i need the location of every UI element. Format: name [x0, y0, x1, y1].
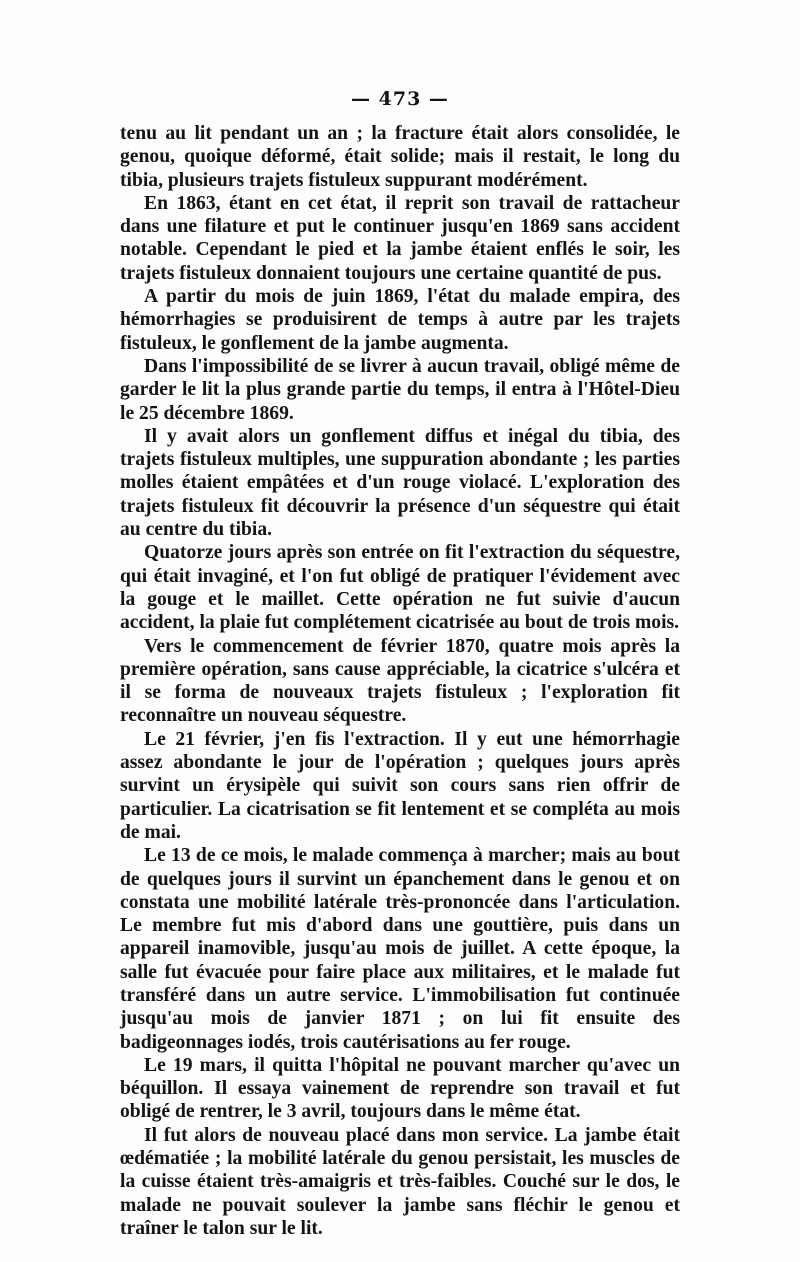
page-number: — 473 — [351, 88, 449, 110]
paragraph: Le 19 mars, il quitta l'hôpital ne pouvant marcher qu'avec un béquillon. Il essaya vainement de reprendre son travail et fut obligé de rentrer, le 3 avril, toujours dans le même état. [120, 1054, 680, 1123]
paragraph: Le 13 de ce mois, le malade commença à marcher; mais au bout de quelques jours il survint un épanchement dans le genou et on constata une mobilité latérale très-prononcée dans l'articulation. Le membre fut mis d'abord dans une gouttière, puis dans un appareil inamovible, jusqu'au mois de juillet. A cette époque, la salle fut évacuée pour faire place aux militaires, et le malade fut transféré dans un autre service. L'immobilisation fut continuée jusqu'au mois de janvier 1871 ; on lui fit ensuite des badigeonnages iodés, trois cautérisations au fer rouge. [120, 845, 680, 1053]
paragraph: Dans l'impossibilité de se livrer à aucun travail, obligé même de garder le lit la plus grande partie du temps, il entra à l'Hôtel-Dieu le 25 décembre 1869. [120, 355, 680, 424]
paragraph: Quatorze jours après son entrée on fit l'extraction du séquestre, qui était invaginé, et l'on fut obligé de pratiquer l'évidement avec la gouge et le maillet. Cette opération ne fut suivie d'aucun accident, la plaie fut complétement cicatrisée au bout de trois mois. [120, 542, 680, 634]
paragraph: A partir du mois de juin 1869, l'état du malade empira, des hémorrhagies se produisirent de temps à autre par les trajets fistuleux, le gonflement de la jambe augmenta. [120, 286, 680, 354]
body-text [120, 122, 680, 1240]
paragraph: Il y avait alors un gonflement diffus et inégal du tibia, des trajets fistuleux multiples, une suppuration abondante ; les parties molles étaient empâtées et d'un rouge violacé. L'exploration des trajets fistuleux fit découvrir la présence d'un séquestre qui était au centre du tibia. [120, 425, 680, 541]
paragraph: Il fut alors de nouveau placé dans mon service. La jambe était œdématiée ; la mobilité latérale du genou persistait, les muscles de la cuisse étaient très-amaigris et très-faibles. Couché sur le dos, le malade ne pouvait soulever la jambe sans fléchir le genou et traîner le talon sur le lit. [120, 1124, 680, 1239]
paragraph-continued: tenu au lit pendant un an ; la fracture était alors consolidée, le genou, quoique déformé, était solide; mais il restait, le long du tibia, plusieurs trajets fistuleux suppurant modérément. [120, 123, 680, 191]
paragraph: En 1863, étant en cet état, il reprit son travail de rattacheur dans une filature et put le continuer jusqu'en 1869 sans accident notable. Cependant le pied et la jambe étaient enflés le soir, les trajets fistuleux donnaient toujours une certaine quantité de pus. [120, 192, 680, 284]
paragraph: Le 21 février, j'en fis l'extraction. Il y eut une hémorrhagie assez abondante le jour de l'opération ; quelques jours après survint un érysipèle qui suivit son cours sans rien offrir de particulier. La cicatrisation se fit lentement et se compléta au mois de mai. [120, 728, 680, 843]
paragraph: Vers le commencement de février 1870, quatre mois après la première opération, sans cause appréciable, la cicatrice s'ulcéra et il se forma de nouveaux trajets fistuleux ; l'exploration fit reconnaître un nouveau séquestre. [120, 635, 680, 727]
